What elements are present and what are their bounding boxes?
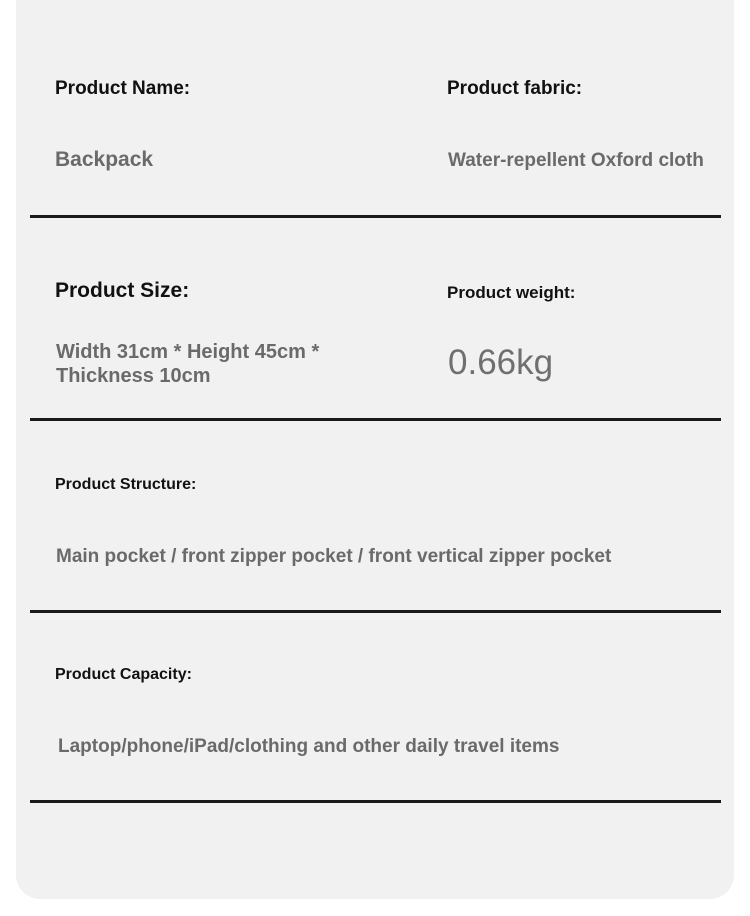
product-size-value: Width 31cm * Height 45cm * Thickness 10cm [56,341,320,387]
product-structure-value: Main pocket / front zipper pocket / front vertical zipper pocket [56,546,612,567]
product-size-label: Product Size: [55,279,190,302]
product-weight-value: 0.66kg [448,343,554,382]
product-structure-label: Product Structure: [55,476,197,493]
divider [30,800,721,803]
divider [30,215,721,218]
product-fabric-label: Product fabric: [447,78,583,99]
divider [30,610,721,613]
product-spec-card [16,0,734,899]
product-fabric-value: Water-repellent Oxford cloth [448,150,704,171]
product-capacity-label: Product Capacity: [55,666,192,683]
product-name-value: Backpack [55,148,154,171]
divider [30,418,721,421]
product-weight-label: Product weight: [447,283,576,302]
product-capacity-value: Laptop/phone/iPad/clothing and other daily travel items [58,736,560,757]
product-name-label: Product Name: [55,78,191,99]
